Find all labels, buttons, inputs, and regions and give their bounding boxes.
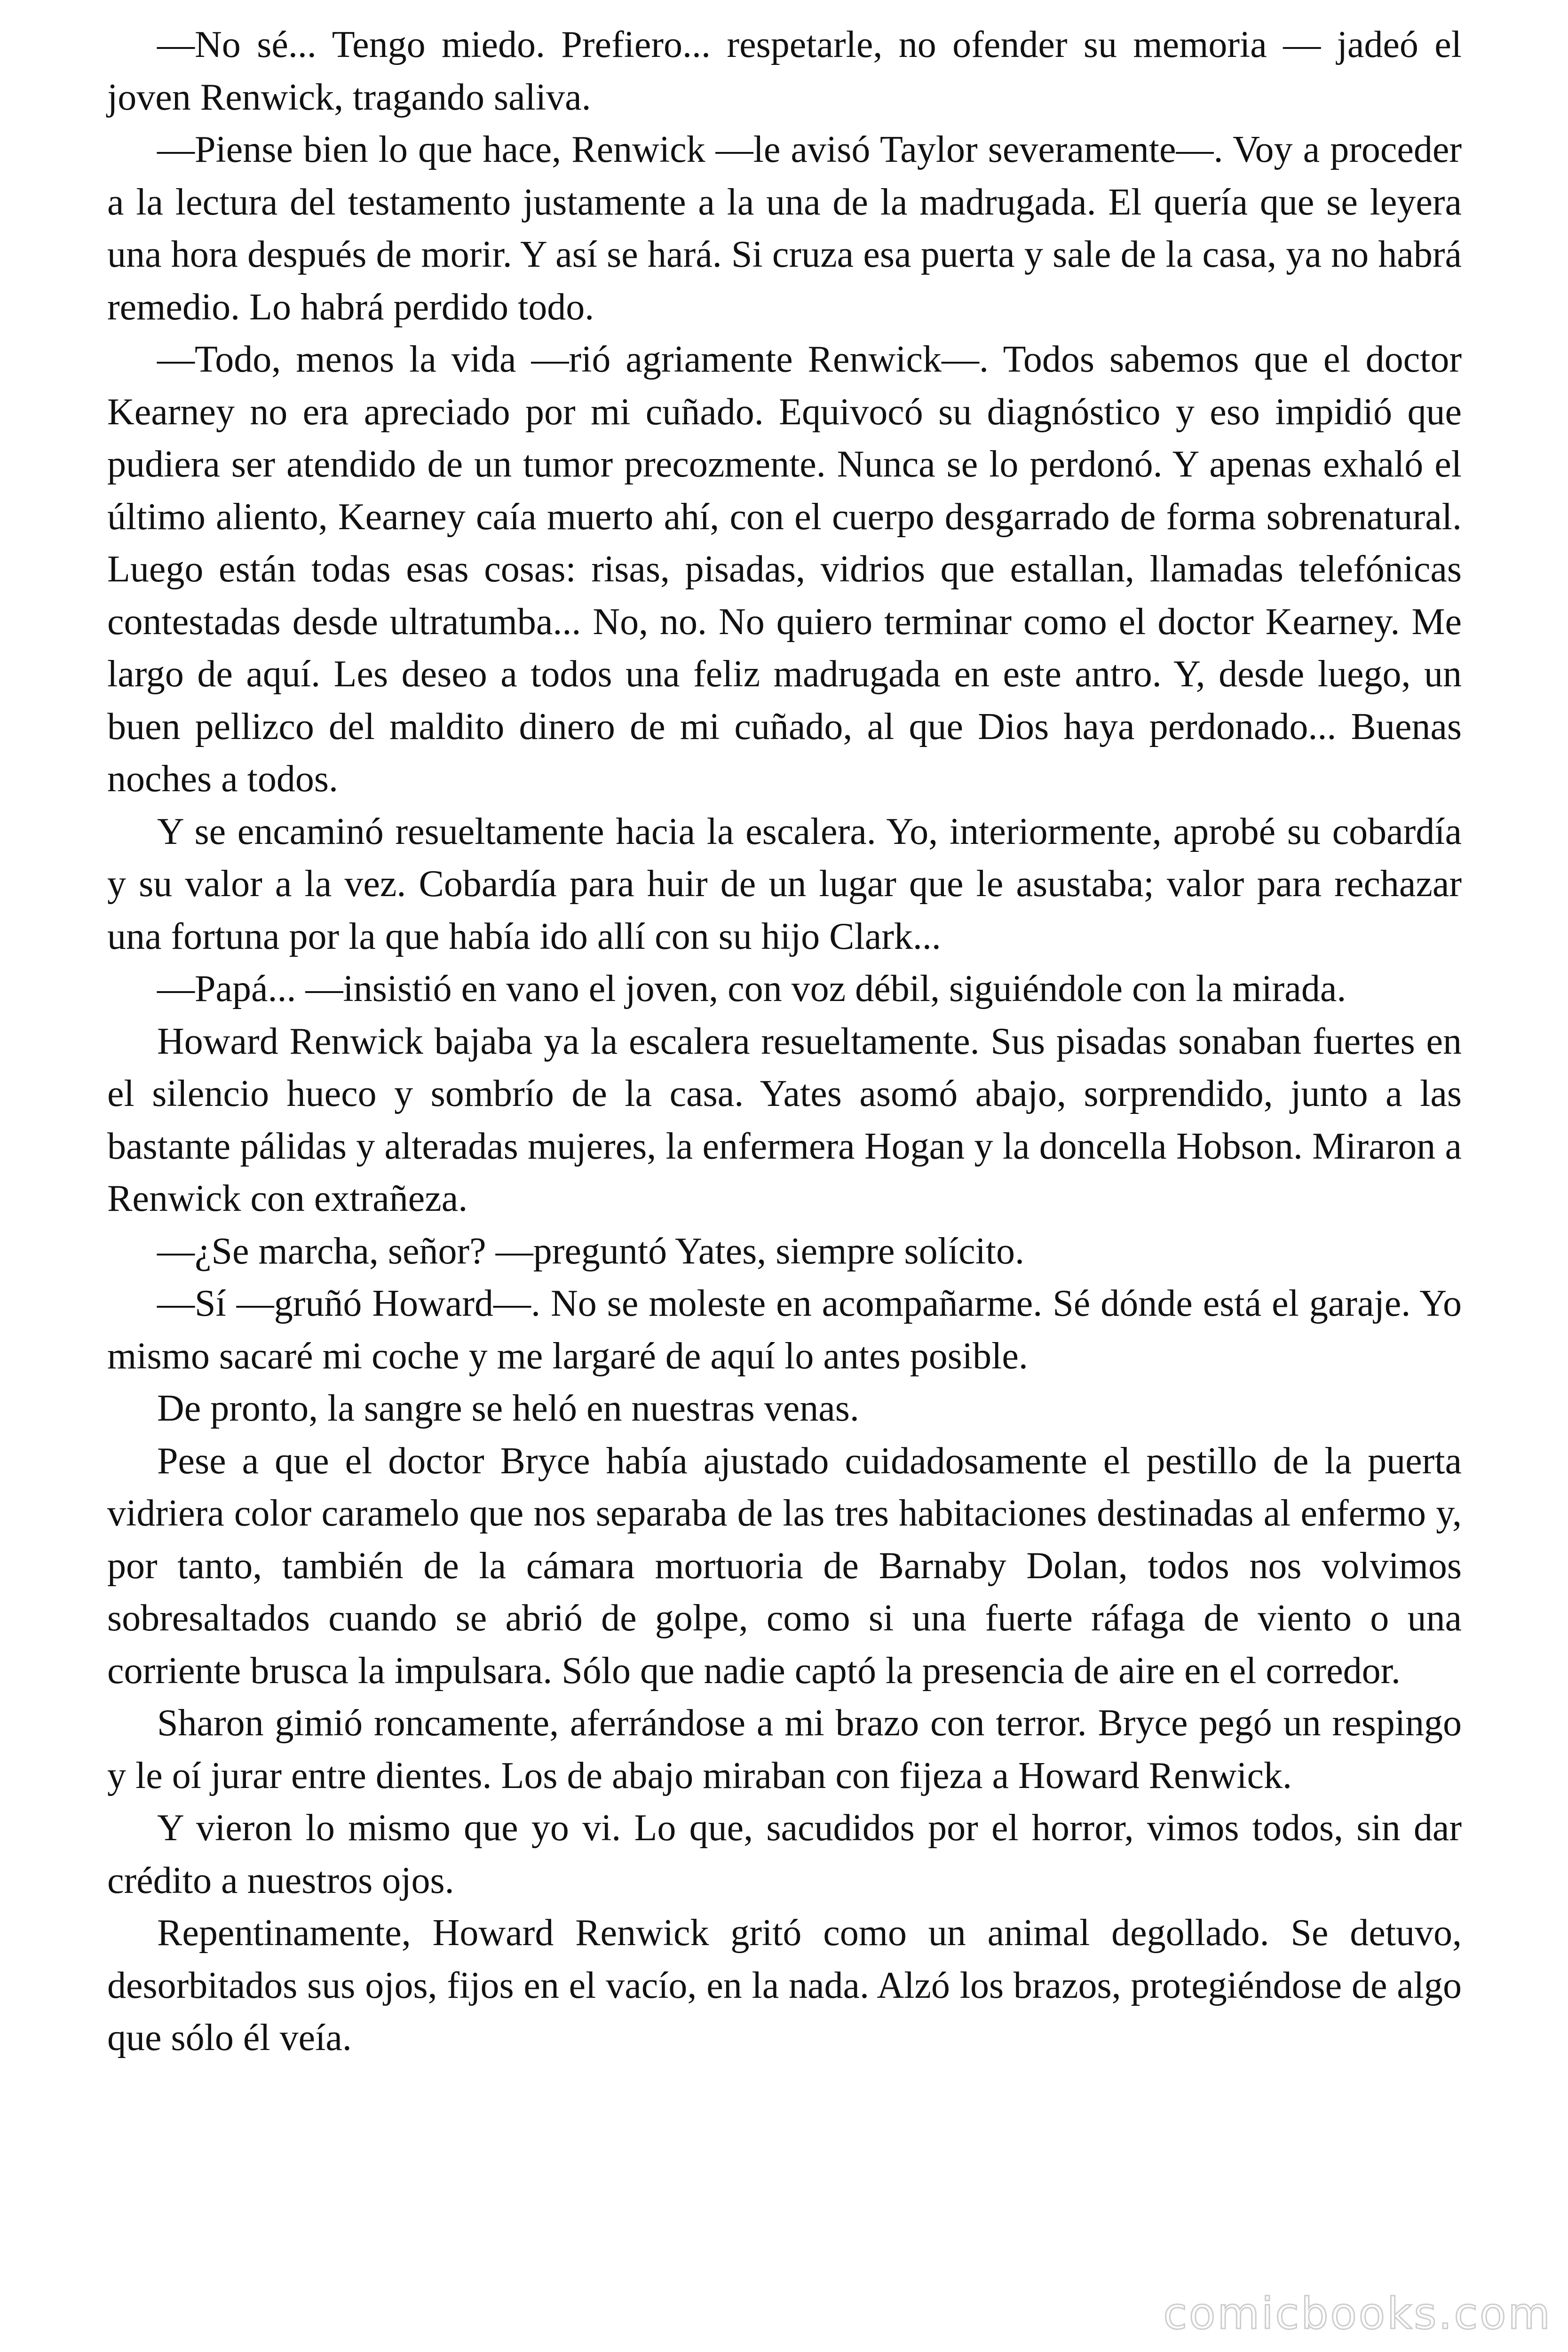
paragraph: Y se encaminó resueltamente hacia la escalera. Yo, interiormente, aprobé su cobardía y su valor a la vez. Cobardía para huir de un lugar que le asustaba; valor para rechazar una fortuna por la que había ido allí con su hijo Clark... [107,810,1462,957]
paragraph: Y vieron lo mismo que yo vi. Lo que, sacudidos por el horror, vimos todos, sin dar crédito a nuestros ojos. [107,1807,1462,1901]
paragraph: —Piense bien lo que hace, Renwick —le avisó Taylor severamente—. Voy a proceder a la lectura del testamento justamente a la una de la madrugada. El quería que se leyera una hora después de morir. Y así se hará. Si cruza esa puerta y sale de la casa, ya no habrá remedio. Lo habrá perdido todo. [107,129,1462,328]
paragraph: Repentinamente, Howard Renwick gritó como un animal degollado. Se detuvo, desorbitados sus ojos, fijos en el vacío, en la nada. Alzó los brazos, protegiéndose de algo que sólo él veía. [107,1912,1462,2058]
paragraph: —Papá... —insistió en vano el joven, con voz débil, siguiéndole con la mirada. [157,968,1346,1009]
watermark: comicbooks.com [1163,2288,1552,2339]
paragraph: Howard Renwick bajaba ya la escalera resueltamente. Sus pisadas sonaban fuertes en el silencio hueco y sombrío de la casa. Yates asomó abajo, sorprendido, junto a las bastante pálidas y alteradas mujeres, la enfermera Hogan y la doncella Hobson. Miraron a Renwick con extrañeza. [107,1020,1462,1219]
paragraph: De pronto, la sangre se heló en nuestras venas. [157,1388,859,1429]
paragraph: —No sé... Tengo miedo. Prefiero... respetarle, no ofender su memoria — jadeó el joven Renwick, tragando saliva. [107,24,1462,118]
paragraph: —Todo, menos la vida —rió agriamente Renwick—. Todos sabemos que el doctor Kearney no era apreciado por mi cuñado. Equivocó su diagnóstico y eso impidió que pudiera ser atendido de un tumor precozmente. Nunca se lo perdonó. Y apenas exhaló el último aliento, Kearney caía muerto ahí, con el cuerpo desgarrado de forma sobrenatural. Luego están todas esas cosas: risas, pisadas, vidrios que estallan, llamadas telefónicas contestadas desde ultratumba... No, no. No quiero terminar como el doctor Kearney. Me largo de aquí. Les deseo a todos una feliz madrugada en este antro. Y, desde luego, un buen pellizco del maldito dinero de mi cuñado, al que Dios haya perdonado... Buenas noches a todos. [107,339,1462,800]
paragraph: —¿Se marcha, señor? —preguntó Yates, siempre solícito. [157,1230,1025,1272]
paragraph: Pese a que el doctor Bryce había ajustado cuidadosamente el pestillo de la puerta vidriera color caramelo que nos separaba de las tres habitaciones destinadas al enfermo y, por tanto, también de la cámara mortuoria de Barnaby Dolan, todos nos volvimos sobresaltados cuando se abrió de golpe, como si una fuerte ráfaga de viento o una corriente brusca la impulsara. Sólo que nadie captó la presencia de aire en el corredor. [107,1440,1462,1692]
text-body [107,19,1462,2065]
paragraph: —Sí —gruñó Howard—. No se moleste en acompañarme. Sé dónde está el garaje. Yo mismo sacaré mi coche y me largaré de aquí lo antes posible. [107,1283,1462,1377]
paragraph: Sharon gimió roncamente, aferrándose a mi brazo con terror. Bryce pegó un respingo y le oí jurar entre dientes. Los de abajo miraban con fijeza a Howard Renwick. [107,1702,1462,1796]
